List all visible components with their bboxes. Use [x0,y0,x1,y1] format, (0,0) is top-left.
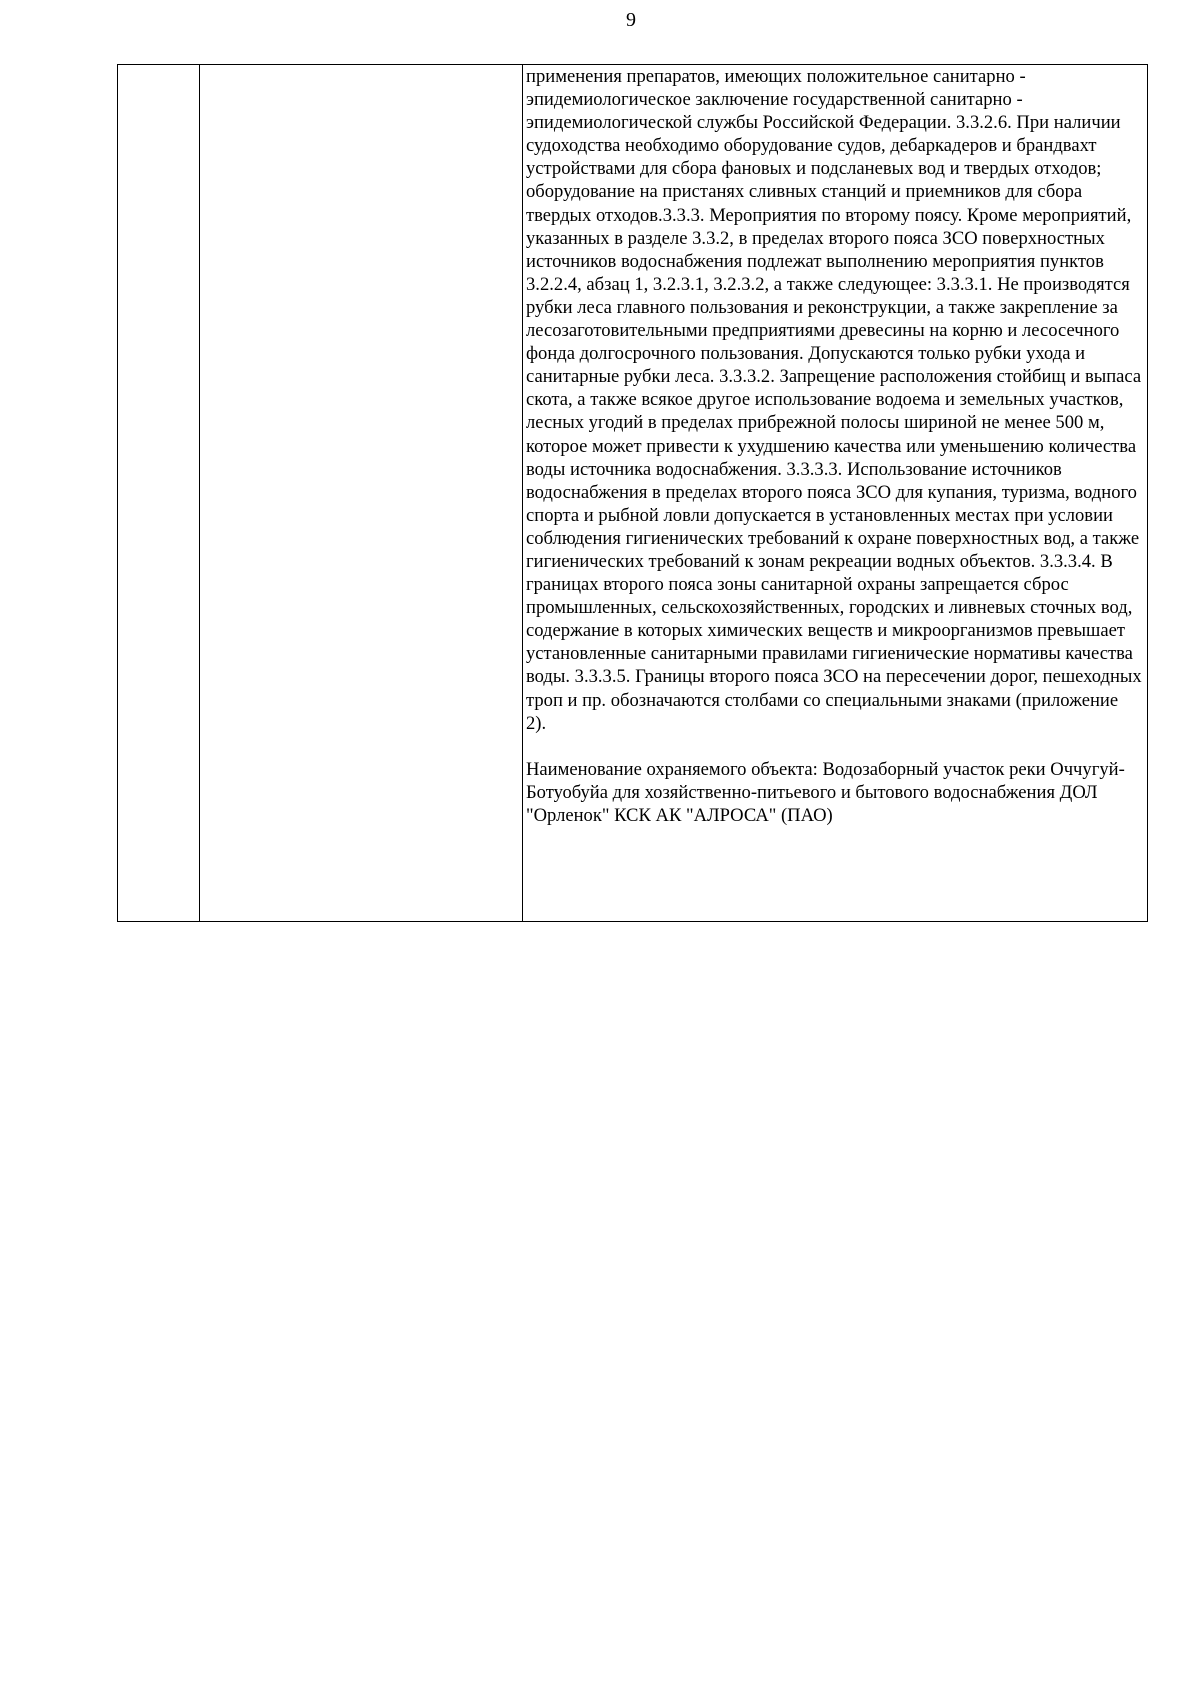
table-cell-description [523,65,1148,922]
table-cell-number [118,65,200,922]
table-cell-name [200,65,523,922]
table-row [118,65,1148,922]
page-number: 9 [626,9,636,31]
document-table [117,64,1148,922]
protected-object-paragraph: Наименование охраняемого объекта: Водозаборный участок реки Оччугуй-Ботуобуйа для хозяйственно-питьевого и бытового водоснабжения ДОЛ "Орленок" КСК АК "АЛРОСА" (ПАО) [526,758,1125,826]
description-text [523,65,1147,827]
description-paragraph: применения препаратов, имеющих положительное санитарно - эпидемиологическое заключение государственной санитарно - эпидемиологической службы Российской Федерации. 3.3.2.6. При наличии судоходства необходимо оборудование судов, дебаркадеров и брандвахт устройствами для сбора фановых и подсланевых вод и твердых отходов; оборудование на пристанях сливных станций и приемников для сбора твердых отходов.3.3.3. Мероприятия по второму поясу. Кроме мероприятий, указанных в разделе 3.3.2, в пределах второго пояса ЗСО поверхностных источников водоснабжения подлежат выполнению мероприятия пунктов 3.2.2.4, абзац 1, 3.2.3.1, 3.2.3.2, а также следующее: 3.3.3.1. Не производятся рубки леса главного пользования и реконструкции, а также закрепление за лесозаготовительными предприятиями древесины на корню и лесосечного фонда долгосрочного пользования. Допускаются только рубки ухода и санитарные рубки леса. 3.3.3.2. Запрещение расположения стойбищ и выпаса скота, а также всякое другое использование водоема и земельных участков, лесных угодий в пределах прибрежной полосы шириной не менее 500 м, которое может привести к ухудшению качества или уменьшению количества воды источника водоснабжения. 3.3.3.3. Использование источников водоснабжения в пределах второго пояса ЗСО для купания, туризма, водного спорта и рыбной ловли допускается в установленных местах при условии соблюдения гигиенических требований к охране поверхностных вод, а также гигиенических требований к зонам рекреации водных объектов. 3.3.3.4. В границах второго пояса зоны санитарной охраны запрещается сброс промышленных, сельскохозяйственных, городских и ливневых сточных вод, содержание в которых химических веществ и микроорганизмов превышает установленные санитарными правилами гигиенические нормативы качества воды. 3.3.3.5. Границы второго пояса ЗСО на пересечении дорог, пешеходных троп и пр. обозначаются столбами со специальными знаками (приложение 2). [526,66,1142,734]
